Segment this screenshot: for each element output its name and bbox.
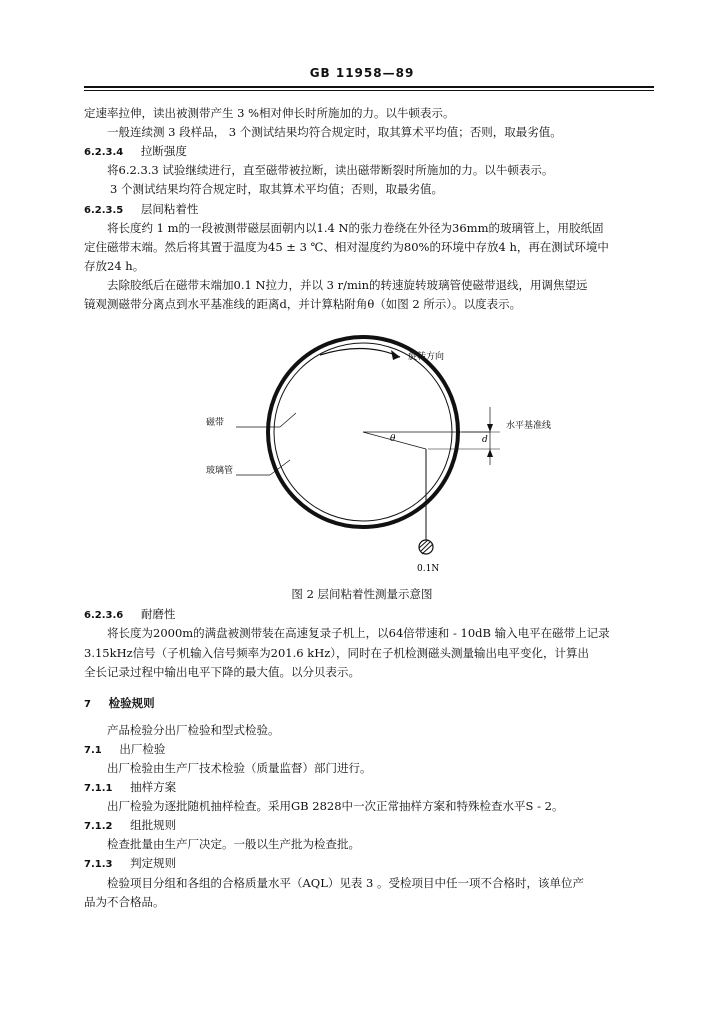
section-number: 7.1	[84, 745, 102, 756]
section-title: 耐磨性	[140, 607, 176, 621]
section-number: 6.2.3.4	[84, 147, 124, 158]
dim-arrowhead-icon	[487, 424, 493, 432]
section-heading-7-1-1	[84, 779, 176, 797]
paragraph-line: 一般连续测 3 段样品， 3 个测试结果均符合规定时，取其算术平均值；否则，取最劣值。	[107, 125, 562, 139]
label-baseline: 水平基准线	[506, 421, 552, 431]
paragraph-line: 将长度为2000m的满盘被测带装在高速复录子机上，以64倍带速和 - 10dB 输入电平在磁带上记录	[107, 626, 610, 640]
paragraph-line: 检查批量由生产厂决定。一般以生产批为检查批。	[107, 837, 360, 851]
section-title: 检验规则	[108, 696, 155, 710]
section-title: 出厂检验	[119, 742, 166, 756]
rotation-arrow	[320, 348, 400, 357]
section-number: 7.1.2	[84, 821, 113, 832]
section-title: 判定规则	[130, 856, 177, 870]
section-title: 层间粘着性	[140, 202, 199, 216]
paragraph-line: 3 个测试结果均符合规定时，取其算术平均值；否则，取最劣值。	[110, 182, 443, 196]
paragraph-line: 出厂检验为逐批随机抽样检查。采用GB 2828中一次正常抽样方案和特殊检查水平S - 2。	[107, 799, 564, 813]
paragraph-line: 3.15kHz信号（子机输入信号频率为201.6 kHz），同时在子机检测磁头测量输出电平变化，计算出	[84, 646, 590, 660]
label-glass: 玻璃管	[206, 466, 234, 476]
label-tape: 磁带	[206, 418, 225, 428]
paragraph-line: 存放24 h。	[84, 259, 145, 273]
paragraph-line: 去除胶纸后在磁带末端加0.1 N拉力，并以 3 r/min的转速旋转玻璃管使磁带退线，用调焦望远	[107, 278, 588, 292]
paragraph-line: 定速率拉伸，读出被测带产生 3 %相对伸长时所施加的力。以牛顿表示。	[84, 106, 455, 120]
section-title: 抽样方案	[130, 780, 177, 794]
section-number: 6.2.3.5	[84, 205, 124, 216]
section-heading-6-2-3-4	[84, 143, 187, 161]
rotation-arrowhead-icon	[391, 350, 400, 360]
header-rule	[84, 86, 654, 88]
section-heading-7-1-2	[84, 817, 176, 835]
dim-arrowhead-icon	[487, 449, 493, 457]
paragraph-line: 镜观测磁带分离点到水平基准线的距离d，并计算粘附角θ（如图 2 所示）。以度表示。	[84, 297, 522, 311]
page-header: GB 11958—89	[309, 66, 415, 80]
label-theta: θ	[390, 434, 396, 444]
section-heading-7-1	[84, 741, 165, 759]
paragraph-line: 品为不合格品。	[84, 895, 165, 909]
section-heading-7	[84, 695, 155, 713]
paragraph-line: 产品检验分出厂检验和型式检验。	[107, 723, 280, 737]
leader-tape-diag	[280, 413, 296, 427]
section-number: 6.2.3.6	[84, 610, 124, 621]
section-number: 7.1.1	[84, 783, 113, 794]
figure-caption: 图 2 层间粘着性测量示意图	[291, 587, 433, 601]
paragraph-line: 定住磁带末端。然后将其置于温度为45 ± 3 ℃、相对湿度约为80%的环境中存放4 h，再在测试环境中	[84, 240, 609, 254]
paragraph-line: 将长度约 1 m的一段被测带磁层面朝内以1.4 N的张力卷绕在外径为36mm的玻璃管上，用胶纸固	[107, 221, 604, 235]
section-title: 拉断强度	[140, 144, 187, 158]
figure-adhesion-diagram	[200, 335, 600, 575]
label-d: d	[482, 435, 488, 445]
paragraph-line: 检验项目分组和各组的合格质量水平（AQL）见表 3 。受检项目中任一项不合格时，该单位产	[107, 876, 584, 890]
label-force: 0.1N	[417, 564, 440, 574]
section-number: 7	[84, 699, 91, 710]
paragraph-line: 出厂检验由生产厂技术检验（质量监督）部门进行。	[107, 761, 372, 775]
section-heading-7-1-3	[84, 855, 176, 873]
label-rotation: 旋转方向	[408, 352, 445, 362]
section-number: 7.1.3	[84, 859, 113, 870]
section-heading-6-2-3-5	[84, 201, 198, 219]
paragraph-line: 将6.2.3.3 试验继续进行，直至磁带被拉断，读出磁带断裂时所施加的力。以牛顿表示。	[107, 163, 554, 177]
paragraph-line: 全长记录过程中输出电平下降的最大值。以分贝表示。	[84, 665, 360, 679]
header-rule-thin	[84, 90, 654, 91]
section-title: 组批规则	[130, 818, 177, 832]
section-heading-6-2-3-6	[84, 606, 175, 624]
